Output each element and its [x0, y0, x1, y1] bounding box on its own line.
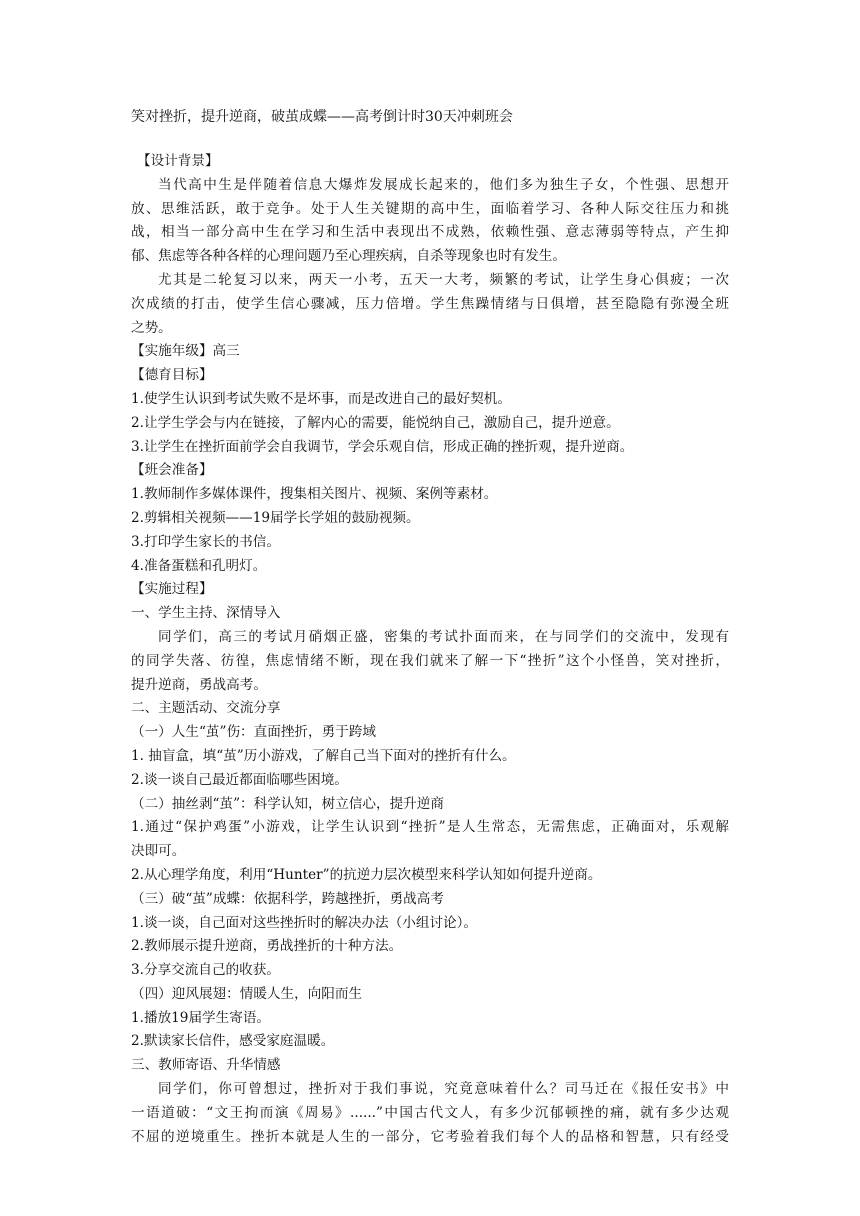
- text-line: 郁、焦虑等各种各样的心理问题乃至心理疾病，自杀等现象也时有发生。: [131, 248, 566, 265]
- text-line: 二、主题活动、交流分享: [131, 700, 281, 717]
- text-line: 2.谈一谈自己最近都面临哪些困境。: [131, 771, 348, 788]
- text-line: 之势。: [131, 319, 172, 336]
- text-line: 【设计背景】: [137, 153, 219, 169]
- text-line: 决即可。: [131, 843, 186, 860]
- text-line: 2.从心理学角度，利用“Hunter”的抗逆力层次模型来科学认知如何提升逆商。: [131, 866, 602, 883]
- text-line: 次成绩的打击，使学生信心骤减，压力倍增。学生焦躁情绪与日俱增，甚至隐隐有弥漫全班: [131, 295, 729, 312]
- document-body: [131, 150, 729, 1149]
- text-line: 1.教师制作多媒体课件，搜集相关图片、视频、案例等素材。: [131, 486, 498, 503]
- text-line: 2.让学生学会与内在链接，了解内心的需要，能悦纳自己，激励自己，提升逆意。: [131, 414, 620, 431]
- text-line: 1.谈一谈，自己面对这些挫折时的解决办法（小组讨论）。: [131, 914, 478, 931]
- text-line: （一）人生“茧”伤：直面挫折，勇于跨域: [131, 724, 376, 741]
- text-line: 3.打印学生家长的书信。: [131, 533, 280, 550]
- text-line: 1.播放19届学生寄语。: [131, 1009, 271, 1026]
- text-line: 同学们，你可曾想过，挫折对于我们事说，究竟意味着什么？司马迁在《报任安书》中: [158, 1081, 729, 1098]
- text-line: 尤其是二轮复习以来，两天一小考，五天一大考，频繁的考试，让学生身心俱疲；一次: [158, 271, 729, 288]
- text-line: （三）破“茧”成蝶：依据科学，跨越挫折，勇战高考: [131, 890, 444, 907]
- text-line: 【实施年级】高三: [131, 343, 240, 360]
- text-line: 2.剪辑相关视频——19届学长学姐的鼓励视频。: [131, 509, 420, 526]
- text-line: 当代高中生是伴随着信息大爆炸发展成长起来的，他们多为独生子女，个性强、思想开: [158, 176, 729, 193]
- text-line: 三、教师寄语、升华情感: [131, 1057, 281, 1074]
- text-line: 2.教师展示提升逆商，勇战挫折的十种方法。: [131, 938, 403, 955]
- text-line: 4.准备蛋糕和孔明灯。: [131, 557, 267, 574]
- text-line: 【班会准备】: [131, 462, 213, 479]
- text-line: 【德育目标】: [131, 367, 213, 384]
- text-line: 1. 抽盲盒，填“茧”历小游戏，了解自己当下面对的挫折有什么。: [131, 747, 516, 764]
- text-line: 不屈的逆境重生。挫折本就是人生的一部分，它考验着我们每个人的品格和智慧，只有经受: [131, 1128, 729, 1145]
- text-line: 提升逆商，勇战高考。: [131, 676, 267, 693]
- text-line: 的同学失落、彷徨，焦虑情绪不断，现在我们就来了解一下“挫折”这个小怪兽，笑对挫折，: [131, 652, 729, 669]
- text-line: 一语道破：“文王拘而演《周易》......”中国古代文人，有多少沉郁顿挫的痛，就有多少达观: [131, 1104, 729, 1121]
- text-line: （四）迎风展翅：情暖人生，向阳而生: [131, 985, 363, 1002]
- text-line: 放、思维活跃，敢于竞争。处于人生关键期的高中生，面临着学习、各种人际交往压力和挑: [131, 200, 729, 217]
- text-line: （二）抽丝剥“茧”：科学认知，树立信心，提升逆商: [131, 795, 444, 812]
- text-line: 同学们，高三的考试月硝烟正盛，密集的考试扑面而来，在与同学们的交流中，发现有: [158, 628, 729, 645]
- text-line: 战，相当一部分高中生在学习和生活中表现出不成熟，依赖性强、意志薄弱等特点，产生抑: [131, 224, 729, 241]
- text-line: 3.分享交流自己的收获。: [131, 962, 280, 979]
- text-line: 1.通过“保护鸡蛋”小游戏，让学生认识到“挫折”是人生常态，无需焦虑，正确面对，乐观解: [131, 819, 729, 836]
- text-line: 一、学生主持、深情导入: [131, 605, 281, 622]
- text-line: 3.让学生在挫折面前学会自我调节，学会乐观自信，形成正确的挫折观，提升逆商。: [131, 438, 634, 455]
- document-title: 笑对挫折，提升逆商，破茧成蝶——高考倒计时30天冲刺班会: [131, 109, 513, 125]
- text-line: 1.使学生认识到考试失败不是坏事，而是改进自己的最好契机。: [131, 390, 511, 407]
- text-line: 【实施过程】: [131, 581, 213, 598]
- text-line: 2.默读家长信件，感受家庭温暖。: [131, 1033, 335, 1050]
